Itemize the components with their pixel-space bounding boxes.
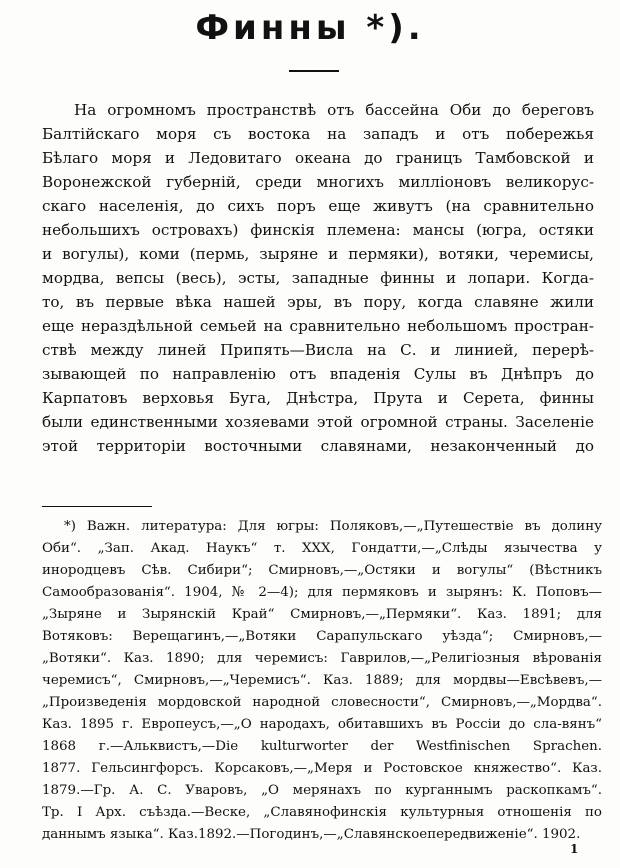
footnote-line: *) Важн. литература: Для югры: Поляковъ,—„Путешествіе въ долину bbox=[64, 519, 602, 534]
paragraph-line: Балтійскаго моря съ востока на западъ и отъ побережья bbox=[42, 125, 594, 143]
footnote-line: Тр. I Арх. съѣзда.—Веске, „Славянофинскія культурныя отношенія по bbox=[42, 805, 602, 820]
paragraph-line: небольшихъ островахъ) финскія племена: мансы (югра, остяки bbox=[42, 221, 594, 239]
footnote-line: Каз. 1895 г. Европеусъ,—„О народахъ, обитавшихъ въ Россіи до сла-вянъ“ 1868 г.—Альквистъ,—Die kulturworter der Westfinischen Sprachen. bbox=[42, 717, 602, 754]
paragraph-line: и вогулы), коми (пермь, зыряне и пермяки), вотяки, черемисы, bbox=[42, 245, 594, 263]
footnote-line: инородцевъ Сѣв. Сибири“; Смирновъ,—„Остяки и вогулы“ (Вѣстникъ bbox=[42, 563, 602, 578]
footnote-line: Самообразованія“. 1904, № 2—4); для пермяковъ и зырянъ: К. Поповъ— bbox=[42, 585, 602, 600]
paragraph-line: Воронежской губерній, среди многихъ милліоновъ великорус- bbox=[42, 173, 594, 191]
paragraph-line: мордва, вепсы (весь), эсты, западные финны и лопари. Когда- bbox=[42, 269, 594, 287]
footnote-divider bbox=[42, 506, 152, 507]
footnote bbox=[42, 516, 602, 846]
title-divider bbox=[289, 70, 339, 72]
paragraph-line: зывающей по направленію отъ впаденія Сулы въ Днѣпръ до bbox=[42, 365, 594, 383]
footnote-line: 1877. Гельсингфорсъ. Корсаковъ,—„Меря и Ростовское княжество“. Каз. bbox=[42, 761, 602, 776]
footnote-line: 1879.—Гр. А. С. Уваровъ, „О мерянахъ по курганнымъ раскопкамъ“. bbox=[42, 783, 602, 798]
paragraph-line: На огромномъ пространствѣ отъ бассейна Оби до береговъ bbox=[74, 101, 594, 119]
paragraph-line: этой территоріи восточными славянами, незаконченный до bbox=[42, 437, 594, 455]
paragraph-line: еще нераздѣльной семьей на сравнительно небольшомъ простран- bbox=[42, 317, 594, 335]
footnote-line: черемисъ“, Смирновъ,—„Черемисъ“. Каз. 1889; для мордвы—Евсѣвевъ,— bbox=[42, 673, 602, 688]
footnote-line: даннымъ языка“. Каз.1892.—Погодинъ,—„Славянскоепередвиженіе“. 1902. bbox=[42, 827, 581, 842]
paragraph-line: Бѣлаго моря и Ледовитаго океана до границъ Тамбовской и bbox=[42, 149, 594, 167]
footnote-line: „Вотяки“. Каз. 1890; для черемисъ: Гаврилов,—„Религіозныя вѣрованія bbox=[42, 651, 602, 666]
paragraph-line: скаго населенія, до сихъ поръ еще живутъ (на сравнительно bbox=[42, 197, 594, 215]
main-paragraph bbox=[42, 98, 594, 458]
paragraph-line: Карпатовъ верховья Буга, Днѣстра, Прута и Серета, финны bbox=[42, 389, 594, 407]
footnote-line: Вотяковъ: Верещагинъ,—„Вотяки Сарапульскаго уѣзда“; Смирновъ,— bbox=[42, 629, 602, 644]
page-number: 1 bbox=[570, 842, 579, 856]
paragraph-line: ствѣ между линей Припять—Висла на С. и линией, перерѣ- bbox=[42, 341, 594, 359]
chapter-title: Финны *). bbox=[195, 8, 425, 48]
footnote-line: „Произведенія мордовской народной словесности“, Смирновъ,—„Мордва“. bbox=[42, 695, 602, 710]
paragraph-line: были единственными хозяевами этой огромной страны. Заселеніе bbox=[42, 413, 594, 431]
paragraph-line: то, въ первые вѣка нашей эры, въ пору, когда славяне жили bbox=[42, 293, 594, 311]
footnote-line: Оби“. „Зап. Акад. Наукъ“ т. XXX, Гондатти,—„Слѣды язычества у bbox=[42, 541, 602, 556]
footnote-line: „Зыряне и Зырянскій Край“ Смирновъ,—„Пермяки“. Каз. 1891; для bbox=[42, 607, 602, 622]
